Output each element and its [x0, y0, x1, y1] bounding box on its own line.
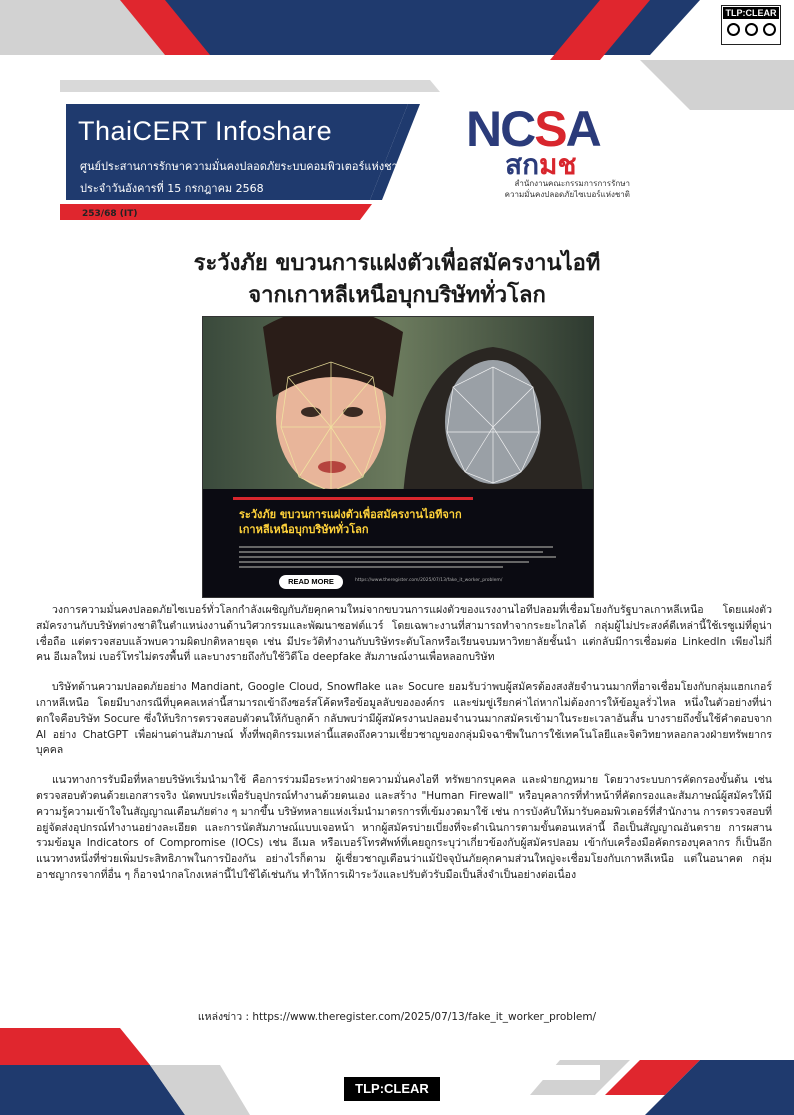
document-number: 253/68 (IT) [82, 209, 138, 219]
tlp-circles [722, 20, 780, 39]
ncsa-caption [480, 178, 630, 200]
tlp-label: TLP:CLEAR [723, 7, 779, 19]
image-headline-line: เกาหลีเหนือบุกบริษัททั่วโลก [239, 523, 369, 536]
header-subtitle: ศูนย์ประสานการรักษาความมั่นคงปลอดภัยระบบคอมพิวเตอร์แห่งชาติ [80, 160, 405, 173]
image-headline [239, 507, 569, 537]
image-headline-line: ระวังภัย ขบวนการแฝงตัวเพื่อสมัครงานไอทีจาก [239, 508, 462, 521]
article-headline [0, 248, 794, 312]
body-paragraph: บริษัทด้านความปลอดภัยอย่าง Mandiant, Google Cloud, Snowflake และ Socure ยอมรับว่าพบผู้สมัครต้องสงสัยจำนวนมากที่อาจเชื่อมโยงกับกลุ่มแฮกเกอร์เกาหลีเหนือ โดยมีบางกรณีที่บุคคลเหล่านี้สามารถเข้าถึงซอร์สโค้ดหรือข้อมูลลับขององค์กร และข่มขู่เรียกค่าไถ่หากไม่ต้องการให้ข้อมูลรั่วไหล หนึ่งในตัวอย่างที่น่าตกใจคือบริษัท Socure ซึ่งให้บริการตรวจสอบตัวตนให้กับลูกค้า กลับพบว่ามีผู้สมัครงานปลอมจำนวนมากสมัครเข้ามาในระยะเวลาอันสั้น บางรายถึงขั้นใช้คำตอบจาก AI อย่าง ChatGPT เพื่อผ่านด่านสัมภาษณ์ ทั้งที่พฤติกรรมเหล่านี้แสดงถึงความเชี่ยวชาญของกลุ่มมิจฉาชีพในการใช้เทคโนโลยีและจิตวิทยาหลอกลวงฝ่ายทรัพยากรบุคคล [36, 681, 772, 757]
read-more-button[interactable]: READ MORE [279, 575, 343, 589]
tlp-circle [727, 23, 740, 36]
tlp-badge-top [721, 5, 781, 45]
logo-s: S [534, 101, 566, 157]
ncsa-caption-line: ความมั่นคงปลอดภัยไซเบอร์แห่งชาติ [504, 190, 630, 199]
headline-line: จากเกาหลีเหนือบุกบริษัททั่วโลก [248, 283, 546, 308]
feature-image [202, 316, 594, 598]
tlp-circle [763, 23, 776, 36]
logo-a: A [565, 101, 600, 157]
body-paragraph: วงการความมั่นคงปลอดภัยไซเบอร์ทั่วโลกกำลังเผชิญกับภัยคุกคามใหม่จากขบวนการแฝงตัวของแรงงานไอทีปลอมที่เชื่อมโยงกับรัฐบาลเกาหลีเหนือ โดยแฝงตัวสมัครงานกับบริษัทต่างชาติในตำแหน่งงานด้านวิศวกรรมและพัฒนาซอฟต์แวร์ โดยเฉพาะงานที่สามารถทำจากระยะไกลได้ กลุ่มผู้ไม่ประสงค์ดีเหล่านี้ใช้เรซูเม่ที่ดูน่าเชื่อถือ แต่ตรวจสอบแล้วพบความผิดปกติหลายจุด เช่น มีประวัติทำงานกับบริษัทระดับโลกหรือเรียนจบมหาวิทยาลัยชั้นนำ แต่กลับมีการเชื่อมต่อ LinkedIn เพียงไม่กี่คน อีเมลใหม่ เบอร์โทรไม่ตรงพื้นที่ และบางรายถึงกับใช้วิดีโอ deepfake สัมภาษณ์งานเพื่อหลอกบริษัท [36, 604, 772, 664]
source-link[interactable]: แหล่งข่าว : https://www.theregister.com/2025/07/13/fake_it_worker_problem/ [197, 1011, 597, 1023]
headline-line: ระวังภัย ขบวนการแฝงตัวเพื่อสมัครงานไอที [193, 251, 601, 276]
ncsa-thai-logo [505, 150, 577, 180]
image-text-lines [239, 543, 569, 571]
ncsa-logo [466, 101, 600, 157]
logo-thai-a: สก [505, 148, 540, 181]
header-date: ประจำวันอังคารที่ 15 กรกฎาคม 2568 [80, 182, 264, 195]
logo-thai-b: มช [539, 148, 577, 181]
logo-nc: NC [466, 101, 535, 157]
header-title: ThaiCERT Infoshare [78, 116, 333, 146]
tlp-circle [745, 23, 758, 36]
body-paragraph: แนวทางการรับมือที่หลายบริษัทเริ่มนำมาใช้ คือการร่วมมือระหว่างฝ่ายความมั่นคงไอที ทรัพยากรบุคคล และฝ่ายกฎหมาย โดยวางระบบการคัดกรองขั้นต้น เช่น ตรวจสอบตัวตนด้วยเอกสารจริง นัดพบประเพื่อรับอุปกรณ์ทำงานด้วยตนเอง และสร้าง "Human Firewall" หรือบุคลากรที่ทำหน้าที่คัดกรองและสัมภาษณ์ผู้สมัครให้มีความรู้ความเข้าใจในสัญญาณเตือนภัยต่าง ๆ มากขึ้น บริษัทหลายแห่งเริ่มนำมาตรการที่เข้มงวดมาใช้ เช่น การบังคับให้มารับคอมพิวเตอร์ที่สำนักงาน การตรวจสอบที่อยู่จัดส่งอุปกรณ์ทำงานอย่างละเอียด และการนัดสัมภาษณ์แบบเจอหน้า หากผู้สมัครบ่ายเบี่ยงที่จะดำเนินการตามขั้นตอนเหล่านี้ ถือเป็นสัญญาณอันตราย การผสานรวมข้อมูล Indicators of Compromise (IOCs) เช่น อีเมล หรือเบอร์โทรศัพท์ที่เคยถูกระบุว่าเกี่ยวข้องกับผู้สมัครปลอม เข้ากับเครื่องมือคัดกรองบุคลากร ก็เป็นอีกแนวทางหนึ่งที่ช่วยเพิ่มประสิทธิภาพในการป้องกัน อย่างไรก็ตาม ผู้เชี่ยวชาญเตือนว่าแม้ปัจจุบันภัยคุกคามส่วนใหญ่จะเชื่อมโยงกับเกาหลีเหนือ แต่ในอนาคต กลุ่มอาชญากรจากที่อื่น ๆ ก็อาจนำกลโกงเหล่านี้ไปใช้ได้เช่นกัน ทำให้การเฝ้าระวังและปรับตัวรับมือเป็นสิ่งจำเป็นอย่างต่อเนื่อง [36, 774, 772, 881]
article-body [36, 603, 772, 898]
image-url: https://www.theregister.com/2025/07/13/fake_it_worker_problem/ [355, 578, 503, 583]
tlp-badge-bottom: TLP:CLEAR [344, 1077, 440, 1101]
ncsa-caption-line: สำนักงานคณะกรรมการการรักษา [514, 179, 630, 188]
